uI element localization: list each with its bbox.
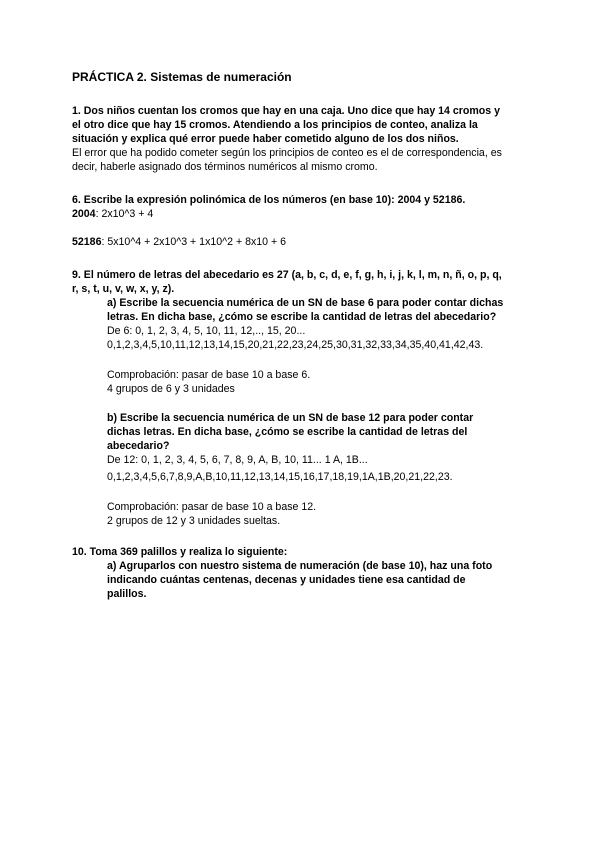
q10-question: 10. Toma 369 palillos y realiza lo siguiente: bbox=[72, 546, 288, 558]
q6-expression-2004: : 2x10^3 + 4 bbox=[95, 208, 154, 220]
q6-answer-52186 bbox=[72, 235, 286, 249]
q6-number-52186: 52186 bbox=[72, 236, 102, 248]
q9a-check-line-2: 4 grupos de 6 y 3 unidades bbox=[107, 383, 235, 395]
q9b-question-line-1: b) Escribe la secuencia numérica de un SN de base 12 para poder contar bbox=[107, 412, 474, 424]
q6-question: 6. Escribe la expresión polinómica de los números (en base 10): 2004 y 52186. bbox=[72, 194, 466, 206]
q1-question-line-3: situación y explica qué error puede haber cometido alguno de los dos niños. bbox=[72, 133, 459, 145]
q9a-answer-line-1: De 6: 0, 1, 2, 3, 4, 5, 10, 11, 12,.., 15, 20... bbox=[107, 325, 306, 337]
q10a-line-1: a) Agruparlos con nuestro sistema de numeración (de base 10), haz una foto bbox=[107, 560, 493, 572]
document-title: PRÁCTICA 2. Sistemas de numeración bbox=[72, 70, 292, 84]
q9b-check-line-1: Comprobación: pasar de base 10 a base 12. bbox=[107, 501, 317, 513]
q6-answer-2004 bbox=[72, 207, 153, 221]
q9b-check-line-2: 2 grupos de 12 y 3 unidades sueltas. bbox=[107, 515, 281, 527]
q9-question-line-2: r, s, t, u, v, w, x, y, z). bbox=[72, 283, 175, 295]
q1-question-line-2: el otro dice que hay 15 cromos. Atendiendo a los principios de conteo, analiza la bbox=[72, 119, 478, 131]
q9a-answer-line-2: 0,1,2,3,4,5,10,11,12,13,14,15,20,21,22,23,24,25,30,31,32,33,34,35,40,41,42,43. bbox=[107, 339, 484, 351]
q1-answer-line-1: El error que ha podido cometer según los principios de conteo es el de correspondencia, es bbox=[72, 147, 502, 159]
q9a-question-line-2: letras. En dicha base, ¿cómo se escribe la cantidad de letras del abecedario? bbox=[107, 311, 497, 323]
q10a-line-3: palillos. bbox=[107, 588, 147, 600]
q6-expression-52186: : 5x10^4 + 2x10^3 + 1x10^2 + 8x10 + 6 bbox=[101, 236, 287, 248]
q1-question-line-1: 1. Dos niños cuentan los cromos que hay en una caja. Uno dice que hay 14 cromos y bbox=[72, 105, 500, 117]
q9b-question-line-2: dichas letras. En dicha base, ¿cómo se escribe la cantidad de letras del bbox=[107, 426, 468, 438]
q9b-answer-line-1: De 12: 0, 1, 2, 3, 4, 5, 6, 7, 8, 9, A, B, 10, 11... 1 A, 1B... bbox=[107, 454, 368, 466]
q9a-question-line-1: a) Escribe la secuencia numérica de un SN de base 6 para poder contar dichas bbox=[107, 297, 504, 309]
q6-number-2004: 2004 bbox=[72, 208, 96, 220]
q10a-line-2: indicando cuántas centenas, decenas y unidades tiene esa cantidad de bbox=[107, 574, 466, 586]
q9a-check-line-1: Comprobación: pasar de base 10 a base 6. bbox=[107, 369, 311, 381]
q9b-question-line-3: abecedario? bbox=[107, 440, 170, 452]
q1-answer-line-2: decir, haberle asignado dos términos numéricos al mismo cromo. bbox=[72, 161, 378, 173]
q9-question-line-1: 9. El número de letras del abecedario es 27 (a, b, c, d, e, f, g, h, i, j, k, l, m, n, ñ, o, p, q, bbox=[72, 269, 502, 281]
q9b-answer-line-2: 0,1,2,3,4,5,6,7,8,9,A,B,10,11,12,13,14,15,16,17,18,19,1A,1B,20,21,22,23. bbox=[107, 471, 453, 483]
